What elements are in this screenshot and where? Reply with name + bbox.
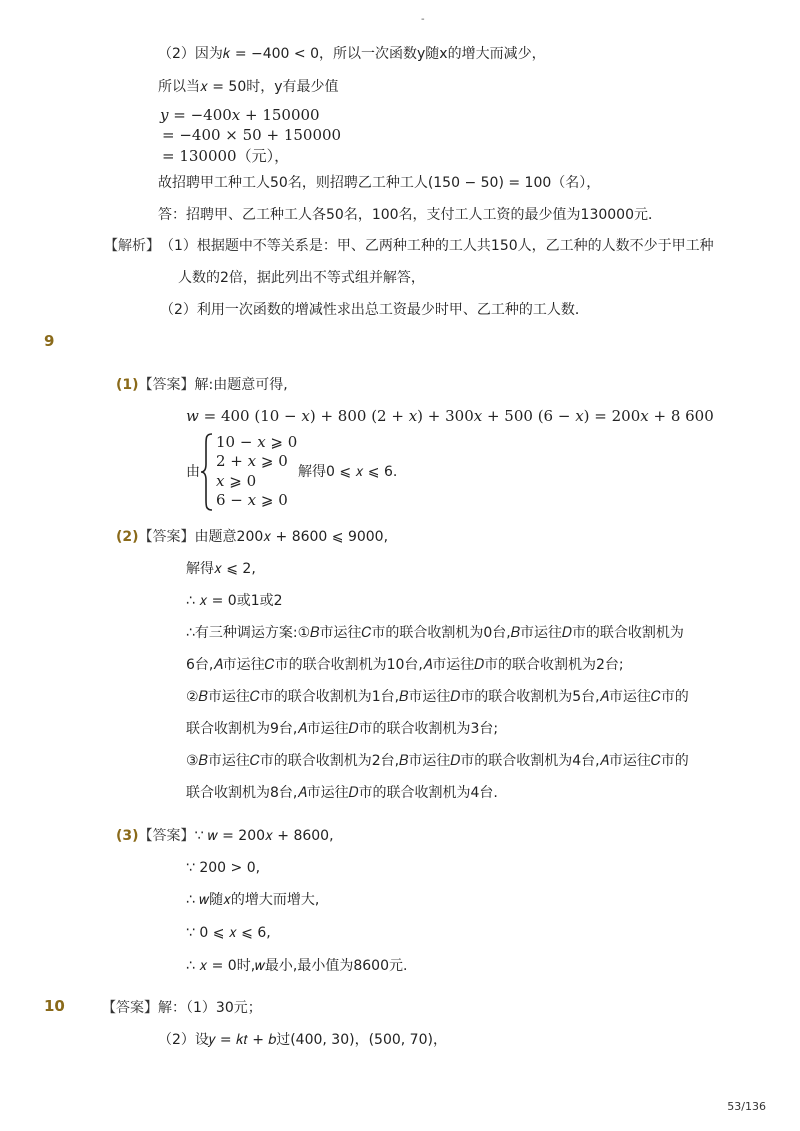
equation-w: 𝑤 = 400 (10 − 𝑥) + 800 (2 + 𝑥) + 300𝑥 + 500 (6 − 𝑥) = 200𝑥 + 8 600 bbox=[186, 407, 714, 425]
system-solution: 解得0 ⩽ 𝑥 ⩽ 6. bbox=[298, 464, 398, 480]
answer-line: ∵ 200 > 0, bbox=[186, 860, 261, 876]
answer-line: ∵ 0 ⩽ 𝑥 ⩽ 6, bbox=[186, 925, 271, 941]
answer-line: ∴ 𝑥 = 0或1或2 bbox=[186, 593, 283, 609]
answer-header bbox=[116, 375, 288, 395]
text-line: （2）因为𝑘 = −400 < 0，所以一次函数y随x的增大而减少， bbox=[158, 46, 546, 62]
answer-tag: 【答案】 bbox=[138, 828, 195, 844]
answer-line: ∴ 𝑤随𝑥的增大而增大, bbox=[186, 892, 320, 908]
answer-line: ∴ 𝑥 = 0时,𝑤最小,最小值为8600元. bbox=[186, 958, 408, 974]
answer-line: ∴有三种调运方案:①𝐵市运往𝐶市的联合收割机为0台,𝐵市运往𝐷市的联合收割机为 bbox=[186, 625, 684, 641]
part-label: (2) bbox=[116, 529, 139, 545]
answer-header bbox=[116, 527, 388, 547]
text-line: 故招聘甲工种工人50名，则招聘乙工种工人(150 − 50) = 100（名）， bbox=[158, 175, 601, 191]
text-line: 所以当𝑥 = 50时，y有最少值 bbox=[158, 79, 339, 95]
answer-line: 解：（1）30元； bbox=[158, 1000, 262, 1016]
text-line: （1）根据题中不等关系是：甲、乙两种工种的工人共150人，乙工种的人数不少于甲工种 bbox=[160, 238, 714, 254]
math-line: 𝑦 = −400𝑥 + 150000 bbox=[160, 106, 320, 124]
question-number: 9 bbox=[44, 332, 55, 350]
system-row: 6 − 𝑥 ⩾ 0 bbox=[216, 491, 288, 509]
answer-tag: 【答案】 bbox=[138, 529, 195, 545]
question-number: 10 bbox=[44, 997, 65, 1015]
inequality-system bbox=[186, 432, 486, 512]
system-prefix: 由 bbox=[186, 464, 200, 480]
math-line: = 130000（元）， bbox=[162, 147, 290, 165]
analysis-tag: 【解析】 bbox=[104, 238, 160, 254]
left-brace-icon bbox=[200, 432, 214, 512]
answer-intro: 解:由题意可得, bbox=[194, 377, 288, 393]
system-row: 10 − 𝑥 ⩾ 0 bbox=[216, 433, 298, 451]
answer-line: 解得𝑥 ⩽ 2, bbox=[186, 561, 256, 577]
answer-line: ③𝐵市运往𝐶市的联合收割机为2台,𝐵市运往𝐷市的联合收割机为4台,𝐴市运往𝐶市的 bbox=[186, 753, 689, 769]
part-label: (3) bbox=[116, 828, 139, 844]
text-line: （2）利用一次函数的增减性求出总工资最少时甲、乙工种的工人数． bbox=[160, 302, 589, 318]
system-row: 𝑥 ⩾ 0 bbox=[216, 472, 257, 490]
answer-line: 6台,𝐴市运往𝐶市的联合收割机为10台,𝐴市运往𝐷市的联合收割机为2台; bbox=[186, 657, 624, 673]
answer-header bbox=[116, 826, 334, 846]
part-label: (1) bbox=[116, 377, 139, 393]
answer-tag: 【答案】 bbox=[102, 1000, 158, 1016]
answer-line: （2）设𝑦 = 𝑘𝑡 + 𝑏过(400, 30)，(500, 70)， bbox=[158, 1032, 447, 1048]
text-line: 答：招聘甲、乙工种工人各50名，100名，支付工人工资的最少值为130000元． bbox=[158, 207, 662, 223]
answer-line: 由题意200𝑥 + 8600 ⩽ 9000, bbox=[194, 529, 389, 545]
answer-line: 联合收割机为8台,𝐴市运往𝐷市的联合收割机为4台. bbox=[186, 785, 498, 801]
system-row: 2 + 𝑥 ⩾ 0 bbox=[216, 452, 288, 470]
page-number: 53/136 bbox=[727, 1100, 766, 1113]
answer-header bbox=[102, 998, 262, 1018]
answer-tag: 【答案】 bbox=[138, 377, 195, 393]
answer-line: ②𝐵市运往𝐶市的联合收割机为1台,𝐵市运往𝐷市的联合收割机为5台,𝐴市运往𝐶市的 bbox=[186, 689, 689, 705]
answer-line: 联合收割机为9台,𝐴市运往𝐷市的联合收割机为3台; bbox=[186, 721, 499, 737]
answer-line: ∵ 𝑤 = 200𝑥 + 8600, bbox=[194, 828, 334, 844]
header-mark: - bbox=[421, 14, 425, 25]
math-line: = −400 × 50 + 150000 bbox=[162, 126, 342, 144]
text-line: 人数的2倍，据此列出不等式组并解答， bbox=[178, 270, 425, 286]
